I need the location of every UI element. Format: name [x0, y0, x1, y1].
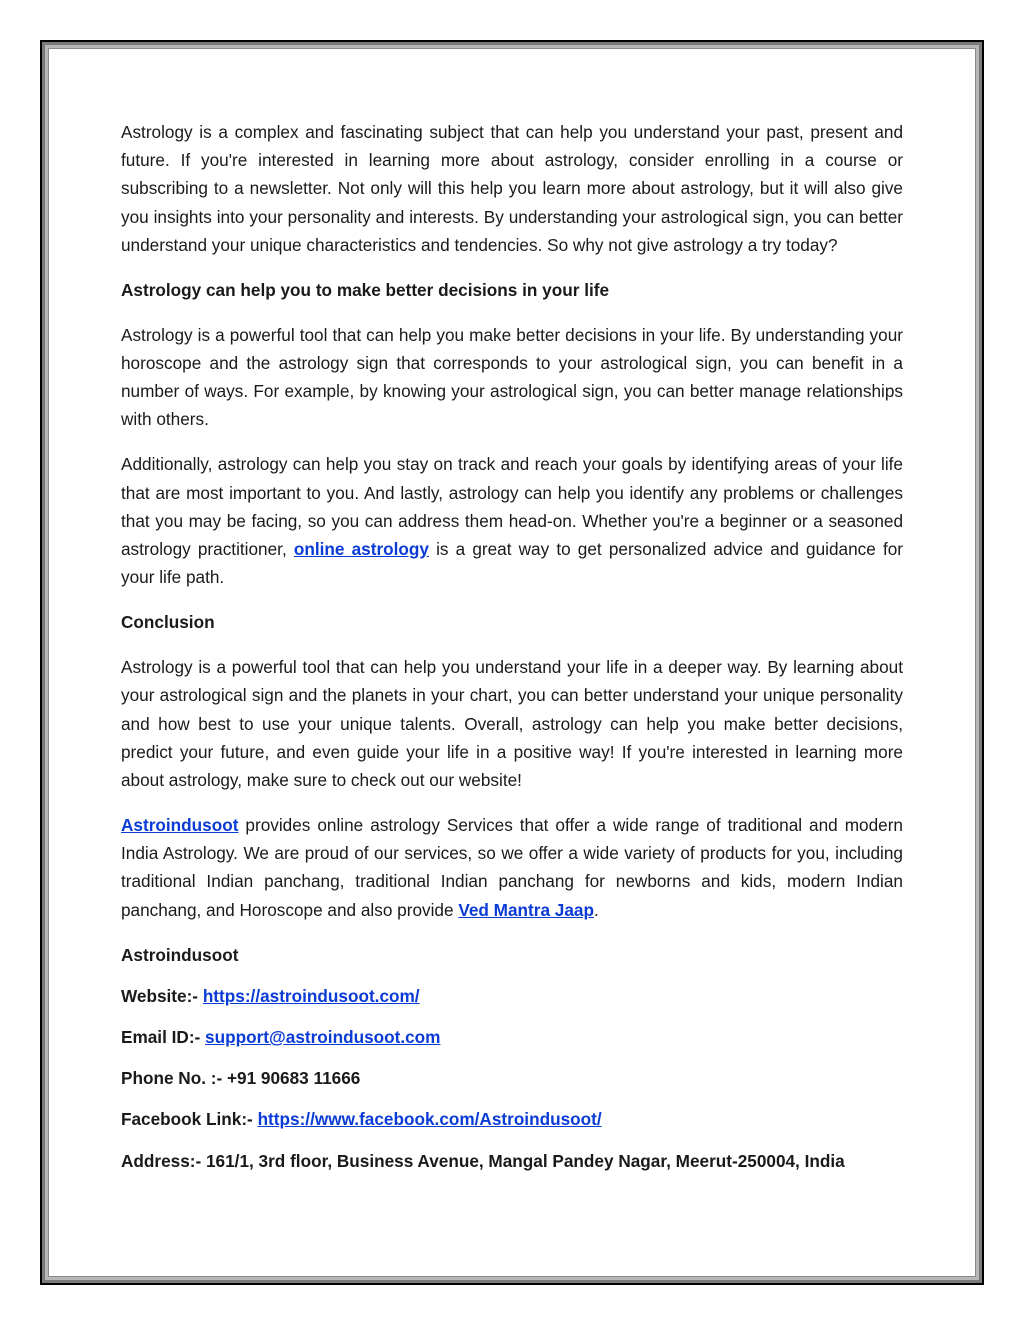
email-label: Email ID:-	[121, 1027, 206, 1048]
conclusion-paragraph: Astrology is a powerful tool that can help you understand your life in a deeper way. By learning about your astrological sign and the planets in your chart, you can better understand your unique personality and how best to use your unique talents. Overall, astrology can help you make better decisions, predict your future, and even guide your life in a positive way! If you're interested in learning more about astrology, make sure to check out our website!	[121, 657, 903, 791]
provider-paragraph	[121, 811, 903, 924]
intro-paragraph: Astrology is a complex and fascinating subject that can help you understand your past, present and future. If you're interested in learning more about astrology, consider enrolling in a course or subscribing to a newsletter. Not only will this help you learn more about astrology, but it will also give you insights into your personality and interests. By understanding your astrological sign, you can better understand your unique characteristics and tendencies. So why not give astrology a try today?	[121, 122, 903, 255]
facebook-link[interactable]: https://www.facebook.com/Astroindusoot/	[257, 1109, 602, 1130]
decisions-heading: Astrology can help you to make better decisions in your life	[121, 279, 610, 300]
contact-website	[121, 982, 903, 1010]
online-astrology-link[interactable]: online astrology	[293, 539, 429, 560]
provider-text: provides online astrology Services that offer a wide range of traditional and modern India Astrology. We are proud of our services, so we offer a wide variety of products for you, including traditional Indian panchang, traditional Indian panchang for newborns and kids, modern Indian panchang, and Horoscope and also provide	[121, 815, 903, 920]
website-label: Website:-	[121, 985, 203, 1006]
additionally-text-after: is a great way to get personalized advice and guidance for your life path.	[121, 539, 904, 588]
document-body	[121, 118, 903, 1188]
contact-facebook	[121, 1105, 903, 1133]
conclusion-heading: Conclusion	[121, 612, 215, 633]
additionally-paragraph	[121, 450, 903, 591]
contact-email	[121, 1023, 903, 1051]
additionally-text-before: Additionally, astrology can help you stay on track and reach your goals by identifying areas of your life that are most important to you. And lastly, astrology can help you identify any problems or challenges that you may be facing, so you can address them head-on. Whether you're a beginner or a seasoned astrology practitioner,	[121, 454, 903, 560]
provider-end: .	[593, 899, 599, 920]
decisions-paragraph: Astrology is a powerful tool that can help you make better decisions in your life. By understanding your horoscope and the astrology sign that corresponds to your astrological sign, you can benefit in a number of ways. For example, by knowing your astrological sign, you can better manage relationships with others.	[121, 324, 903, 430]
website-link[interactable]: https://astroindusoot.com/	[202, 985, 420, 1006]
contact-address: Address:- 161/1, 3rd floor, Business Avenue, Mangal Pandey Nagar, Meerut-250004, India	[121, 1150, 845, 1171]
email-link[interactable]: support@astroindusoot.com	[205, 1027, 441, 1048]
contact-name: Astroindusoot	[121, 944, 239, 965]
astroindusoot-link[interactable]: Astroindusoot	[121, 815, 239, 836]
ved-mantra-jaap-link[interactable]: Ved Mantra Jaap	[458, 899, 594, 920]
facebook-label: Facebook Link:-	[121, 1109, 258, 1130]
contact-phone: Phone No. :- +91 90683 11666	[121, 1068, 361, 1089]
